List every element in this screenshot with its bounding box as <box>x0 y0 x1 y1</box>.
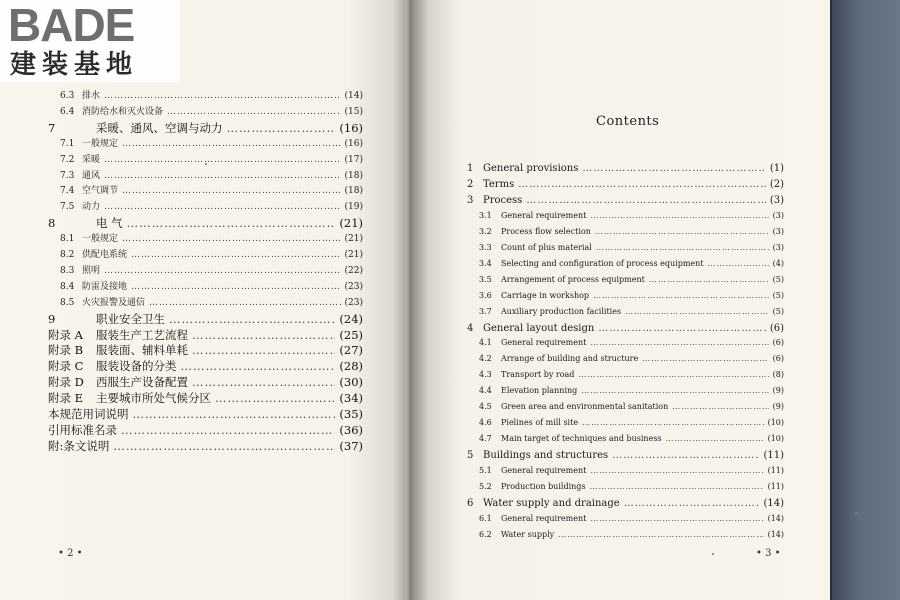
toc-entry <box>48 358 363 374</box>
toc-entry <box>48 406 363 422</box>
toc-entry-page: (27) <box>339 343 363 358</box>
toc-entry-number: 1 <box>467 163 474 174</box>
toc-entry <box>48 342 363 358</box>
toc-entry-page: (35) <box>339 407 363 421</box>
toc-entry-title: 采暖、通风、空调与动力 <box>96 120 223 135</box>
page-number-right: • 3 • <box>756 548 781 559</box>
toc-entry-title: Elevation planning <box>501 386 578 396</box>
toc-entry-page: (5) <box>772 306 784 316</box>
scan-speck <box>712 553 714 555</box>
toc-entry <box>467 498 784 509</box>
toc-entry <box>60 279 363 292</box>
toc-entry-number: 5.1 <box>479 466 492 476</box>
toc-entry <box>60 152 363 165</box>
toc-entry <box>48 215 363 231</box>
toc-entry-title: Water supply and drainage <box>483 497 620 509</box>
toc-entry-number: 2 <box>467 178 474 190</box>
toc-entry-title: 服装面、辅料单耗 <box>96 343 188 358</box>
toc-entry-number: 4.5 <box>479 402 492 412</box>
toc-leader-dots <box>708 259 769 268</box>
toc-entry-number: 8.5 <box>60 297 75 308</box>
toc-entry <box>479 514 784 523</box>
toc-entry-number: 5.2 <box>479 482 492 491</box>
toc-entry-title: 排水 <box>82 91 101 101</box>
toc-entry-page: (5) <box>772 290 784 300</box>
toc-entry <box>60 183 363 196</box>
toc-entry <box>48 438 363 454</box>
toc-entry-number: 3.3 <box>479 242 492 252</box>
toc-entry-page: (30) <box>339 375 363 390</box>
toc-entry-title: Count of plus material <box>501 242 592 252</box>
toc-entry <box>479 307 784 316</box>
toc-entry-title: Buildings and structures <box>483 450 609 462</box>
toc-entry <box>467 163 784 174</box>
toc-entry-number: 附录 E <box>48 391 84 406</box>
toc-entry <box>479 418 784 427</box>
toc-entry-page: (14) <box>763 497 784 509</box>
toc-entry <box>60 263 363 276</box>
toc-entry-title: General layout design <box>483 322 595 334</box>
toc-entry-page: (23) <box>344 297 363 308</box>
toc-entry-title: 引用标准名录 <box>48 422 117 437</box>
toc-entry-page: (14) <box>767 529 784 539</box>
toc-leader-dots <box>192 375 335 389</box>
toc-leader-dots <box>582 418 764 427</box>
toc-entry-number: 附录 D <box>48 375 84 390</box>
toc-leader-dots <box>127 216 336 230</box>
toc-entry-page: (28) <box>339 359 363 374</box>
toc-entry-page: (1) <box>769 163 784 174</box>
logo-brand-text: BADE <box>8 0 135 51</box>
toc-entry <box>60 199 363 212</box>
toc-entry <box>479 354 784 363</box>
toc-leader-dots <box>215 391 335 405</box>
toc-entry <box>479 370 784 379</box>
toc-entry <box>479 482 784 491</box>
toc-entry-title: Terms <box>483 178 515 190</box>
toc-entry-number: 4.7 <box>479 434 492 444</box>
right-page <box>412 0 832 600</box>
toc-entry <box>60 231 363 244</box>
toc-entry-number: 3.5 <box>479 274 492 284</box>
toc-entry <box>48 120 363 136</box>
toc-entry-number: 8.2 <box>60 250 75 260</box>
toc-leader-dots <box>104 202 341 212</box>
toc-leader-dots <box>590 466 763 475</box>
toc-leader-dots <box>104 91 341 101</box>
toc-entry-number: 5 <box>467 450 474 462</box>
toc-entry <box>479 466 784 475</box>
toc-leader-dots <box>149 298 341 308</box>
toc-entry-title: Carriage in workshop <box>501 290 590 300</box>
toc-entry <box>48 390 363 406</box>
toc-leader-dots <box>672 402 768 411</box>
toc-entry <box>48 311 363 327</box>
toc-leader-dots <box>642 354 768 363</box>
toc-leader-dots <box>122 186 341 196</box>
toc-leader-dots <box>131 250 341 260</box>
toc-entry <box>479 243 784 252</box>
toc-leader-dots <box>181 359 336 373</box>
toc-entry <box>479 530 784 539</box>
toc-entry-number: 4.1 <box>479 338 492 348</box>
toc-entry <box>479 275 784 284</box>
toc-entry <box>479 434 784 443</box>
toc-entry-page: (19) <box>344 202 363 213</box>
toc-entry <box>467 450 784 461</box>
toc-entry-title: Process flow selection <box>501 226 591 236</box>
toc-entry-page: (10) <box>767 418 784 428</box>
toc-leader-dots <box>104 266 341 276</box>
toc-entry-number: 4 <box>467 322 474 334</box>
toc-leader-dots <box>590 514 763 523</box>
left-page <box>0 0 410 600</box>
toc-leader-dots <box>590 211 768 220</box>
toc-entry <box>60 168 363 181</box>
toc-entry-page: (17) <box>344 154 363 165</box>
toc-entry-title: 职业安全卫生 <box>96 311 165 326</box>
contents-title: Contents <box>596 114 660 129</box>
toc-leader-dots <box>518 179 766 190</box>
toc-entry-number: 3.6 <box>479 290 492 300</box>
toc-entry-page: (15) <box>344 106 363 117</box>
toc-entry-title: 消防给水和灭火设备 <box>82 106 164 117</box>
toc-entry-page: (11) <box>763 450 784 462</box>
toc-entry-title: 附:条文说明 <box>48 438 110 453</box>
toc-entry-number: 4.2 <box>479 354 492 364</box>
toc-leader-dots <box>192 328 335 342</box>
toc-leader-dots <box>666 434 764 443</box>
toc-entry-page: (18) <box>344 170 363 181</box>
toc-entry-page: (3) <box>772 210 784 220</box>
toc-entry-page: (6) <box>772 338 784 348</box>
toc-entry-title: General requirement <box>501 466 587 476</box>
toc-entry-number: 6.3 <box>60 91 75 101</box>
toc-leader-dots <box>595 227 769 236</box>
page-number-left: • 2 • <box>58 548 83 559</box>
scan-speck <box>855 512 858 515</box>
toc-entry-page: (14) <box>767 513 784 523</box>
toc-entry <box>479 211 784 220</box>
toc-entry-title: Selecting and configuration of process equipment <box>501 258 704 268</box>
toc-leader-dots <box>104 171 341 181</box>
toc-entry-page: (9) <box>772 386 784 396</box>
toc-entry <box>48 327 363 343</box>
toc-entry-page: (25) <box>339 327 363 342</box>
toc-leader-dots <box>131 282 341 292</box>
toc-entry-title: 服装生产工艺流程 <box>96 327 188 342</box>
toc-entry-page: (36) <box>339 422 363 437</box>
toc-entry-title: General provisions <box>483 163 579 174</box>
toc-entry-number: 4.3 <box>479 370 492 380</box>
toc-leader-dots <box>113 439 335 453</box>
toc-entry-number: 附录 A <box>48 327 83 342</box>
toc-leader-dots <box>169 312 335 326</box>
toc-entry-number: 4.6 <box>479 418 492 428</box>
toc-entry <box>479 386 784 395</box>
toc-entry-page: (6) <box>772 354 784 364</box>
toc-entry-page: (16) <box>344 138 363 149</box>
logo-subtitle: 建装基地 <box>10 50 139 80</box>
toc-entry-title: 火灾报警及通信 <box>82 297 146 308</box>
toc-entry-number: 8.4 <box>60 281 75 292</box>
toc-entry-title: 采暖 <box>82 154 101 165</box>
toc-entry <box>60 247 363 260</box>
toc-entry-title: Water supply <box>501 529 555 539</box>
toc-leader-dots <box>227 121 336 135</box>
toc-entry <box>467 323 784 334</box>
toc-leader-dots <box>122 234 341 244</box>
toc-entry-page: (18) <box>344 186 363 197</box>
toc-leader-dots <box>104 155 341 165</box>
toc-entry-title: Arrange of building and structure <box>501 354 639 364</box>
toc-entry-title: 一般规定 <box>82 138 119 149</box>
toc-entry-title: General requirement <box>501 338 587 348</box>
toc-entry-page: (21) <box>344 234 363 245</box>
toc-leader-dots <box>593 291 769 300</box>
toc-entry-number: 4.4 <box>479 386 492 396</box>
toc-entry-page: (2) <box>769 178 784 190</box>
toc-entry-number: 9 <box>48 311 56 326</box>
toc-entry-page: (9) <box>772 402 784 412</box>
toc-entry-title: 西服生产设备配置 <box>96 375 188 390</box>
toc-entry <box>479 259 784 268</box>
toc-entry-title: 供配电系统 <box>82 250 128 260</box>
toc-entry-number: 7.4 <box>60 186 75 197</box>
toc-leader-dots <box>192 343 335 357</box>
toc-entry-page: (3) <box>772 226 784 236</box>
toc-entry-number: 6.1 <box>479 513 492 523</box>
toc-entry-page: (22) <box>344 265 363 276</box>
toc-entry-number: 8 <box>48 216 56 231</box>
toc-entry <box>479 227 784 236</box>
toc-entry-title: Process <box>483 194 523 206</box>
toc-entry-page: (23) <box>344 281 363 292</box>
toc-leader-dots <box>590 482 764 491</box>
toc-entry <box>60 136 363 149</box>
toc-entry-page: (11) <box>767 482 784 491</box>
toc-entry-number: 3 <box>467 194 474 206</box>
toc-entry-number: 3.1 <box>479 210 492 220</box>
toc-leader-dots <box>121 423 335 437</box>
desk-background <box>830 0 900 600</box>
toc-entry-title: Arrangement of process equipment <box>501 274 645 284</box>
toc-entry-title: General requirement <box>501 513 587 523</box>
toc-entry-number: 6.2 <box>479 529 492 539</box>
toc-entry-number: 7.1 <box>60 138 75 149</box>
toc-entry-page: (5) <box>772 274 784 284</box>
toc-entry-number: 8.3 <box>60 265 75 276</box>
toc-entry-page: (21) <box>344 250 363 260</box>
toc-entry-title: 本规范用词说明 <box>48 407 129 421</box>
toc-entry-title: 主要城市所处气候分区 <box>96 391 211 406</box>
toc-leader-dots <box>598 323 765 334</box>
brand-logo <box>0 0 180 82</box>
toc-leader-dots <box>582 163 765 174</box>
toc-entry-page: (24) <box>339 311 363 326</box>
toc-entry-page: (8) <box>772 370 784 380</box>
toc-entry-number: 8.1 <box>60 234 75 245</box>
scan-speck <box>205 163 207 165</box>
toc-entry-number: 附录 B <box>48 343 84 358</box>
toc-entry-number: 6 <box>467 497 474 509</box>
toc-entry-number: 6.4 <box>60 106 75 117</box>
toc-entry-number: 7.5 <box>60 202 75 213</box>
toc-entry-title: Transport by road <box>501 370 575 380</box>
toc-entry <box>467 195 784 206</box>
toc-leader-dots <box>649 275 769 284</box>
toc-entry-page: (11) <box>767 466 784 476</box>
toc-entry-page: (37) <box>339 438 363 453</box>
toc-entry-title: General requirement <box>501 210 587 220</box>
toc-entry-title: Pielines of mill site <box>501 418 579 428</box>
toc-entry <box>60 104 363 117</box>
toc-entry-title: 防雷及接地 <box>82 281 128 292</box>
toc-entry-title: 服装设备的分类 <box>96 359 177 374</box>
toc-entry <box>479 338 784 347</box>
toc-entry-title: Production buildings <box>501 482 586 491</box>
toc-leader-dots <box>625 307 769 316</box>
toc-leader-dots <box>133 407 336 421</box>
toc-entry-number: 7 <box>48 120 56 135</box>
toc-leader-dots <box>581 386 768 395</box>
toc-entry-page: (34) <box>339 391 363 406</box>
toc-leader-dots <box>578 370 768 379</box>
toc-entry-page: (10) <box>767 434 784 444</box>
toc-entry-title: 一般规定 <box>82 234 119 245</box>
toc-leader-dots <box>526 195 766 206</box>
toc-entry-page: (3) <box>769 194 784 206</box>
toc-entry-number: 3.7 <box>479 306 492 316</box>
toc-entry <box>467 179 784 190</box>
toc-entry-page: (16) <box>339 120 363 135</box>
toc-entry-title: 动力 <box>82 202 101 213</box>
toc-entry <box>479 291 784 300</box>
toc-entry-title: 通风 <box>82 170 101 181</box>
toc-entry <box>479 402 784 411</box>
toc-leader-dots <box>558 530 763 539</box>
toc-entry-title: 照明 <box>82 265 101 276</box>
toc-entry-number: 7.2 <box>60 154 75 165</box>
toc-entry-title: Main target of techniques and business <box>501 434 662 444</box>
toc-entry <box>48 374 363 390</box>
toc-entry-title: 空气调节 <box>82 186 119 197</box>
toc-entry-number: 3.4 <box>479 258 492 268</box>
toc-entry-page: (3) <box>772 242 784 252</box>
toc-entry-title: 电 气 <box>96 216 123 231</box>
toc-leader-dots <box>122 139 341 149</box>
toc-entry-page: (21) <box>339 216 363 231</box>
toc-entry-page: (6) <box>769 322 784 334</box>
toc-entry-number: 附录 C <box>48 359 84 374</box>
toc-entry <box>60 295 363 308</box>
toc-leader-dots <box>624 498 760 509</box>
toc-entry-title: Auxiliary production facilities <box>501 306 622 316</box>
toc-leader-dots <box>596 243 769 252</box>
toc-entry-page: (4) <box>772 258 784 268</box>
toc-entry <box>48 422 363 438</box>
toc-leader-dots <box>167 107 341 117</box>
toc-leader-dots <box>590 338 768 347</box>
toc-entry-number: 3.2 <box>479 226 492 236</box>
toc-leader-dots <box>612 450 759 461</box>
toc-entry-page: (14) <box>344 91 363 101</box>
toc-entry <box>60 88 363 101</box>
toc-entry-title: Green area and environmental sanitation <box>501 402 669 412</box>
toc-entry-number: 7.3 <box>60 170 75 181</box>
